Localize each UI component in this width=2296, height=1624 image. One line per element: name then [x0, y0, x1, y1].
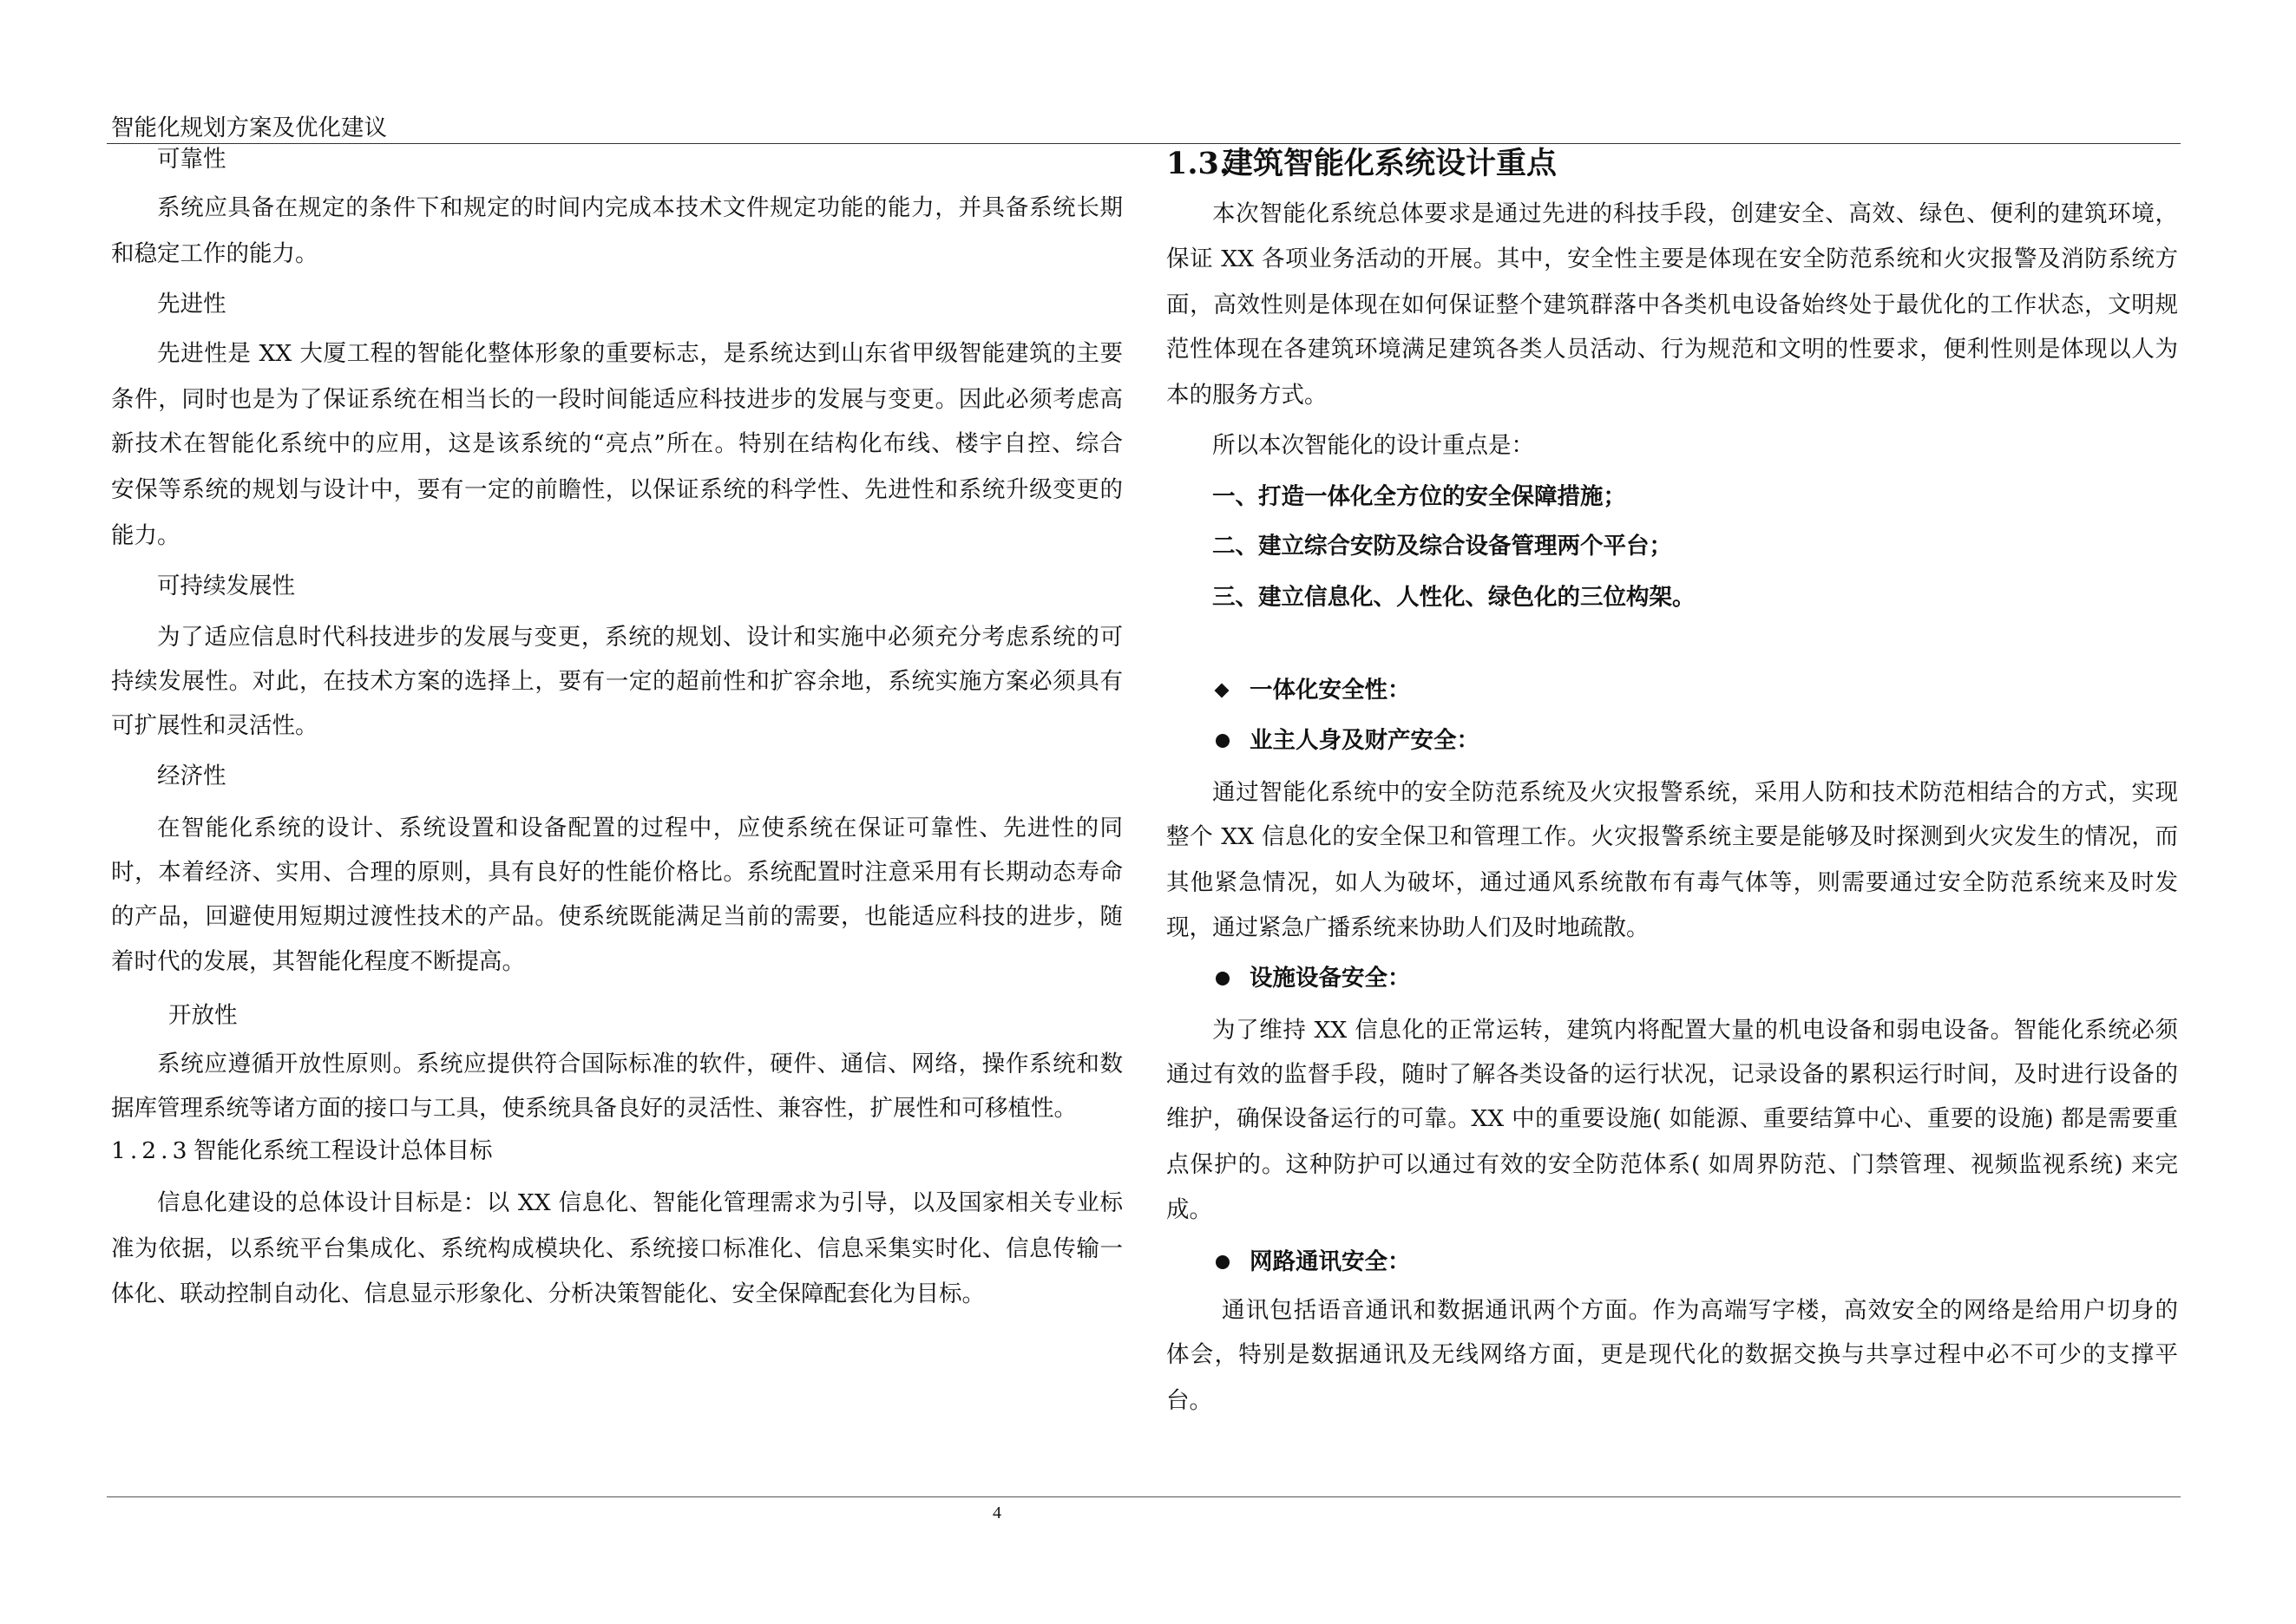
paragraph-line: 整个 XX 信息化的安全保卫和管理工作。火灾报警系统主要是能够及时探测到火灾发生的情况，而 [1166, 823, 2178, 850]
section-title: 建筑智能化系统设计重点 [1223, 146, 1558, 181]
paragraph-line: 的产品，回避使用短期过渡性技术的产品。使系统既能满足当前的需要，也能适应科技的进步，随 [111, 903, 1123, 930]
focus-point: 二、建立综合安防及综合设备管理两个平台； [1212, 533, 1672, 560]
circle-bullet-icon [1216, 734, 1230, 748]
economy-heading: 经济性 [157, 763, 226, 789]
section-title: 智能化系统工程设计总体目标 [194, 1137, 493, 1164]
paragraph-line: 维护，确保设备运行的可靠。XX 中的重要设施( 如能源、重要结算中心、重要的设施) 都是需要重 [1166, 1105, 2178, 1132]
paragraph-line: 为了适应信息时代科技进步的发展与变更，系统的规划、设计和实施中必须充分考虑系统的可 [157, 624, 1123, 651]
paragraph-line: 点保护的。这种防护可以通过有效的安全防范体系( 如周界防范、门禁管理、视频监视系统) 来完 [1166, 1151, 2178, 1178]
paragraph-line: 通过智能化系统中的安全防范系统及火灾报警系统，采用人防和技术防范相结合的方式，实现 [1212, 779, 2178, 806]
paragraph-line: 先进性是 XX 大厦工程的智能化整体形象的重要标志，是系统达到山东省甲级智能建筑的主要 [157, 340, 1123, 367]
focus-point: 一、打造一体化全方位的安全保障措施； [1212, 483, 1626, 510]
paragraph-line: 体会，特别是数据通讯及无线网络方面，更是现代化的数据交换与共享过程中必不可少的支撑平 [1166, 1341, 2178, 1368]
section-number: 1.3. [1166, 146, 1230, 181]
paragraph-line: 系统应具备在规定的条件下和规定的时间内完成本技术文件规定功能的能力，并具备系统长期 [157, 194, 1123, 221]
running-header-title: 智能化规划方案及优化建议 [111, 115, 387, 141]
paragraph-line: 范性体现在各建筑环境满足建筑各类人员活动、行为规范和文明的性要求，便利性则是体现以人为 [1166, 336, 2178, 363]
diamond-bullet-icon [1215, 684, 1230, 698]
paragraph-line: 着时代的发展，其智能化程度不断提高。 [111, 948, 525, 975]
paragraph-line: 安保等系统的规划与设计中，要有一定的前瞻性，以保证系统的科学性、先进性和系统升级变更的 [111, 476, 1123, 503]
page-number: 4 [993, 1503, 1001, 1522]
reliability-heading: 可靠性 [157, 146, 226, 173]
section-heading-1-2-3 [111, 1134, 1123, 1169]
item-heading [1166, 1245, 2178, 1280]
item-title: 设施设备安全： [1250, 965, 1411, 992]
circle-bullet-icon [1216, 972, 1230, 986]
advanced-heading: 先进性 [157, 291, 226, 318]
paragraph-line: 保证 XX 各项业务活动的开展。其中，安全性主要是体现在安全防范系统和火灾报警及消防系统方 [1166, 246, 2178, 272]
right-column [1166, 0, 2178, 1475]
integrated-security-heading [1166, 673, 2178, 708]
circle-bullet-icon [1216, 1255, 1230, 1269]
paragraph-line: 本次智能化系统总体要求是通过先进的科技手段，创建安全、高效、绿色、便利的建筑环境， [1212, 200, 2178, 227]
item-title: 网路通讯安全： [1250, 1248, 1411, 1275]
sustainable-heading: 可持续发展性 [157, 573, 295, 599]
item-heading [1166, 724, 2178, 758]
paragraph-line: 新技术在智能化系统中的应用，这是该系统的“亮点”所在。特别在结构化布线、楼宇自控、综合 [111, 430, 1123, 457]
paragraph-line: 准为依据，以系统平台集成化、系统构成模块化、系统接口标准化、信息采集实时化、信息传输一 [111, 1235, 1123, 1262]
paragraph-line: 据库管理系统等诸方面的接口与工具，使系统具备良好的灵活性、兼容性，扩展性和可移植性。 [111, 1095, 1077, 1122]
openness-heading: 开放性 [168, 1002, 238, 1029]
paragraph-line: 通讯包括语音通讯和数据通讯两个方面。作为高端写字楼，高效安全的网络是给用户切身的 [1222, 1297, 2178, 1324]
paragraph-line: 信息化建设的总体设计目标是：以 XX 信息化、智能化管理需求为引导，以及国家相关专业标 [157, 1189, 1123, 1216]
focus-lead: 所以本次智能化的设计重点是： [1212, 432, 1534, 459]
paragraph-line: 通过有效的监督手段，随时了解各类设备的运行状况，记录设备的累积运行时间，及时进行设备的 [1166, 1061, 2178, 1088]
paragraph-line: 台。 [1166, 1387, 1212, 1414]
section-heading-1-3 [1166, 142, 2178, 186]
paragraph-line: 持续发展性。对此，在技术方案的选择上，要有一定的超前性和扩容余地，系统实施方案必须具有 [111, 668, 1123, 695]
section-number: 1.2.3 [111, 1137, 192, 1164]
subsection-title: 一体化安全性： [1250, 677, 1411, 704]
item-title: 业主人身及财产安全： [1250, 727, 1479, 754]
paragraph-line: 条件，同时也是为了保证系统在相当长的一段时间能适应科技进步的发展与变更。因此必须考虑高 [111, 386, 1123, 413]
paragraph-line: 现，通过紧急广播系统来协助人们及时地疏散。 [1166, 914, 1650, 941]
paragraph-line: 和稳定工作的能力。 [111, 240, 318, 267]
paragraph-line: 本的服务方式。 [1166, 382, 1328, 409]
paragraph-line: 为了维持 XX 信息化的正常运转，建筑内将配置大量的机电设备和弱电设备。智能化系统必须 [1212, 1017, 2178, 1044]
paragraph-line: 其他紧急情况，如人为破坏，通过通风系统散布有毒气体等，则需要通过安全防范系统来及时发 [1166, 869, 2178, 896]
footer-rule [107, 1496, 2181, 1497]
paragraph-line: 可扩展性和灵活性。 [111, 712, 318, 739]
paragraph-line: 体化、联动控制自动化、信息显示形象化、分析决策智能化、安全保障配套化为目标。 [111, 1280, 985, 1307]
paragraph-line: 时，本着经济、实用、合理的原则，具有良好的性能价格比。系统配置时注意采用有长期动态寿命 [111, 859, 1123, 886]
paragraph-line: 成。 [1166, 1196, 1212, 1223]
focus-point: 三、建立信息化、人性化、绿色化的三位构架。 [1212, 584, 1696, 611]
paragraph-line: 面，高效性则是体现在如何保证整个建筑群落中各类机电设备始终处于最优化的工作状态，文明规 [1166, 291, 2178, 318]
paragraph-line: 在智能化系统的设计、系统设置和设备配置的过程中，应使系统在保证可靠性、先进性的同 [157, 815, 1123, 841]
paragraph-line: 能力。 [111, 522, 180, 549]
paragraph-line: 系统应遵循开放性原则。系统应提供符合国际标准的软件，硬件、通信、网络，操作系统和数 [157, 1051, 1123, 1077]
left-column [111, 0, 1123, 1475]
item-heading [1166, 961, 2178, 996]
